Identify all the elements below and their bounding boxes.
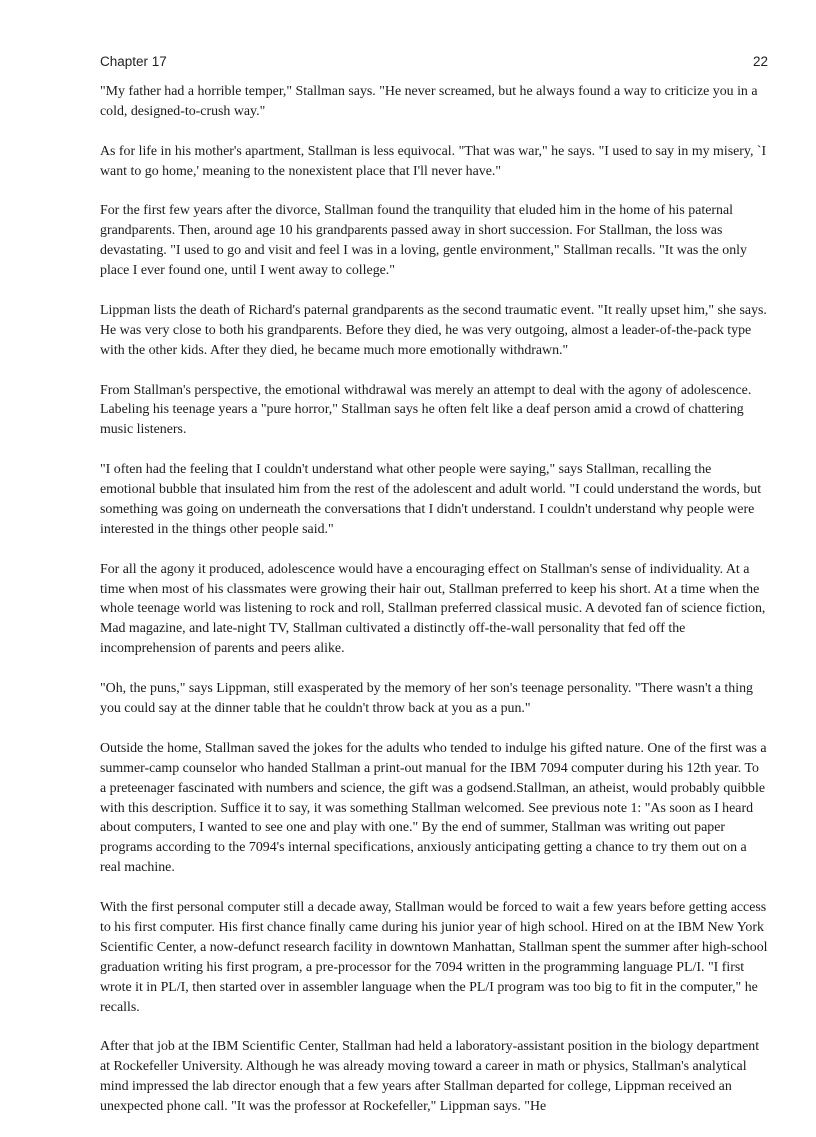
paragraph: "My father had a horrible temper," Stallman says. "He never screamed, but he always found a way to criticize you in a cold, designed-to-crush way." bbox=[100, 84, 758, 119]
chapter-title: Chapter 17 bbox=[100, 54, 167, 69]
paragraph: As for life in his mother's apartment, Stallman is less equivocal. "That was war," he says. "I used to say in my misery, `I want to go home,' meaning to the nonexistent place that I'll never have." bbox=[100, 143, 767, 179]
paragraph: "I often had the feeling that I couldn't understand what other people were saying," says Stallman, recalling the emotional bubble that insulated him from the rest of the adolescent and adult world. "I could understand the words, but something was going on underneath the conversations that I didn't understand. I couldn't understand why people were interested in the things other people said." bbox=[100, 462, 762, 537]
paragraph: From Stallman's perspective, the emotional withdrawal was merely an attempt to deal with the agony of adolescence. Labeling his teenage years a "pure horror," Stallman says he often felt like a deaf person amid a crowd of chattering music listeners. bbox=[100, 382, 752, 438]
paragraph: After that job at the IBM Scientific Center, Stallman had held a laboratory-assistant position in the biology department at Rockefeller University. Although he was already moving toward a career in math or physics, Stallman's analytical mind impressed the lab director enough that a few years after Stallman departed for college, Lippman received an unexpected phone call. "It was the professor at Rockefeller," Lippman says. "He bbox=[100, 1039, 760, 1115]
page-number: 22 bbox=[752, 54, 768, 69]
paragraph: For the first few years after the divorce, Stallman found the tranquility that eluded him in the home of his paternal grandparents. Then, around age 10 his grandparents passed away in short succession. For Stallman, the loss was devastating. "I used to go and visit and feel I was in a loving, gentle environment," Stallman recalls. "It was the only place I ever found one, until I went away to college." bbox=[100, 203, 747, 279]
paragraph: With the first personal computer still a decade away, Stallman would be forced to wait a few years before getting access to his first computer. His first chance finally came during his junior year of high school. Hired on at the IBM New York Scientific Center, a now-defunct research facility in downtown Manhattan, Stallman spent the summer after high-school graduation writing his first program, a pre-processor for the 7094 written in the programming language PL/I. "I first wrote it in PL/I, then started over in assembler language when the PL/I program was too big to fit in the computer," he recalls. bbox=[100, 900, 768, 1015]
paragraph: For all the agony it produced, adolescence would have a encouraging effect on Stallman's sense of individuality. At a time when most of his classmates were growing their hair out, Stallman preferred to keep his short. At a time when the whole teenage world was listening to rock and roll, Stallman preferred classical music. A devoted fan of science fiction, Mad magazine, and late-night TV, Stallman cultivated a distinctly off-the-wall personality that fed off the incomprehension of parents and peers alike. bbox=[100, 561, 766, 657]
paragraph: Outside the home, Stallman saved the jokes for the adults who tended to indulge his gifted nature. One of the first was a summer-camp counselor who handed Stallman a print-out manual for the IBM 7094 computer during his 12th year. To a preteenager fascinated with numbers and science, the gift was a godsend.Stallman, an atheist, would probably quibble with this description. Suffice it to say, it was something Stallman welcomed. See previous note 1: "As soon as I heard about computers, I wanted to see one and play with one." By the end of summer, Stallman was writing out paper programs according to the 7094's internal specifications, anxiously anticipating getting a chance to try them out on a real machine. bbox=[100, 740, 767, 876]
page-header bbox=[100, 54, 768, 74]
paragraph: Lippman lists the death of Richard's paternal grandparents as the second traumatic event. "It really upset him," she says. He was very close to both his grandparents. Before they died, he was very outgoing, almost a leader-of-the-pack type with the other kids. After they died, he became much more emotionally withdrawn." bbox=[100, 302, 767, 358]
paragraph: "Oh, the puns," says Lippman, still exasperated by the memory of her son's teenage personality. "There wasn't a thing you could say at the dinner table that he couldn't throw back at you as a pun." bbox=[100, 681, 753, 716]
body-text bbox=[100, 82, 768, 1137]
